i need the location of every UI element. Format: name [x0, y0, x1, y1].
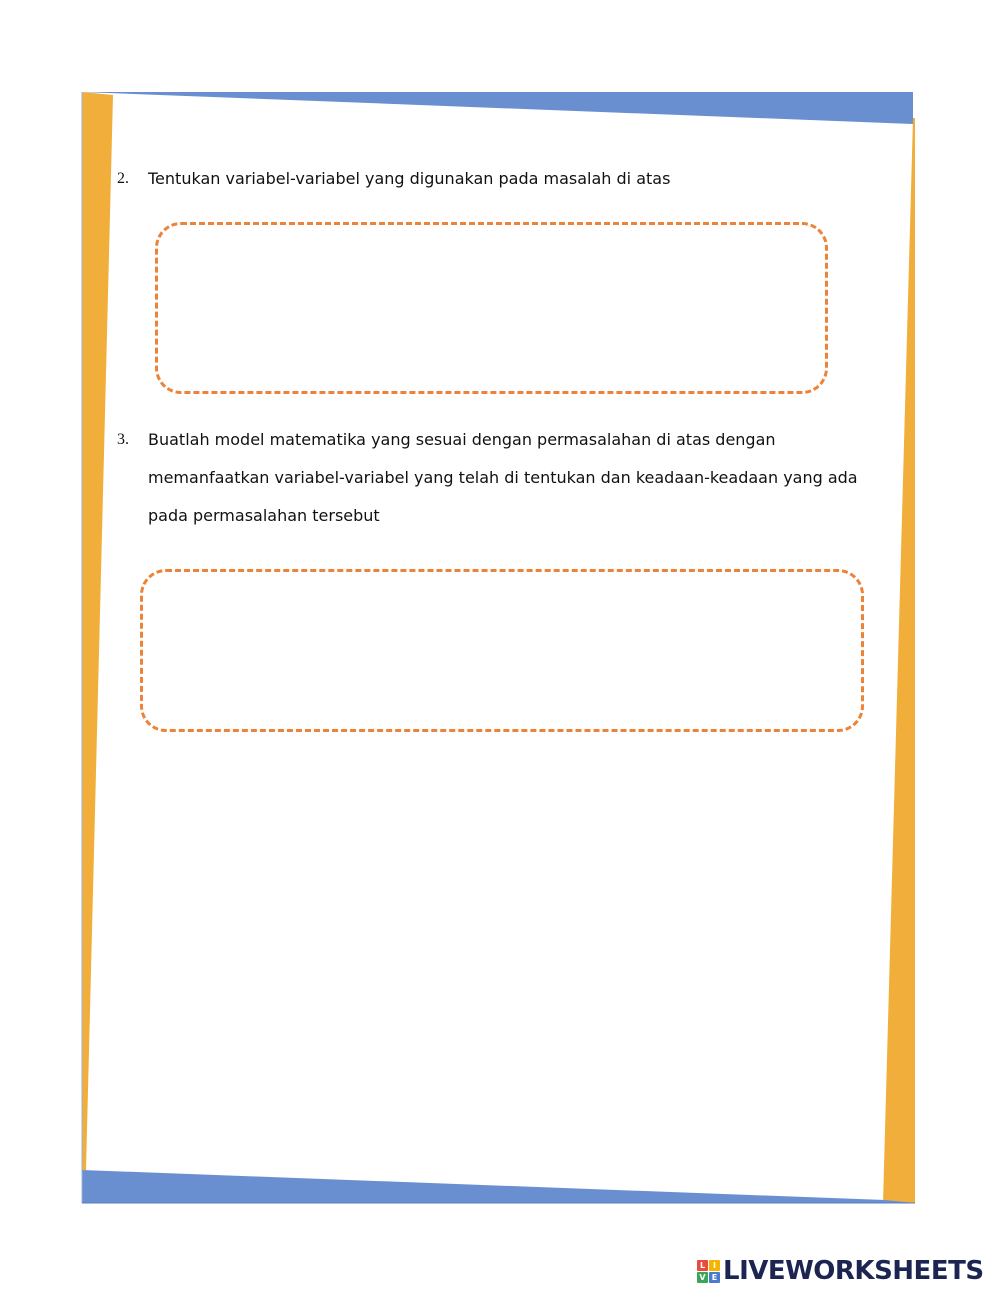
- bottom-blue-band: [82, 1170, 915, 1203]
- logo-cell: E: [709, 1272, 720, 1283]
- question-2-number: 2.: [117, 170, 129, 187]
- answer-box-question-3[interactable]: [140, 569, 864, 732]
- right-orange-band: [883, 118, 915, 1203]
- liveworksheets-logo: [697, 1256, 984, 1286]
- logo-wordmark: LIVEWORKSHEETS: [723, 1256, 984, 1286]
- logo-cell: V: [697, 1272, 708, 1283]
- question-2: [117, 160, 877, 200]
- logo-cell: L: [697, 1260, 708, 1271]
- logo-mark-icon: [697, 1260, 720, 1283]
- question-3-text: [148, 421, 888, 535]
- question-3-number: 3.: [117, 431, 129, 448]
- answer-box-question-2[interactable]: [155, 222, 828, 394]
- question-3-line-2: memanfaatkan variabel-variabel yang telah di tentukan dan keadaan-keadaan yang ada: [148, 468, 858, 487]
- question-3-line-1: Buatlah model matematika yang sesuai dengan permasalahan di atas dengan: [148, 430, 776, 449]
- question-3-line-3: pada permasalahan tersebut: [148, 506, 380, 525]
- question-2-text: [148, 160, 868, 198]
- top-blue-band: [82, 92, 913, 124]
- logo-cell: I: [709, 1260, 720, 1271]
- left-orange-band: [82, 92, 113, 1170]
- question-3: [117, 421, 917, 537]
- question-2-line-1: Tentukan variabel-variabel yang digunakan pada masalah di atas: [148, 169, 671, 188]
